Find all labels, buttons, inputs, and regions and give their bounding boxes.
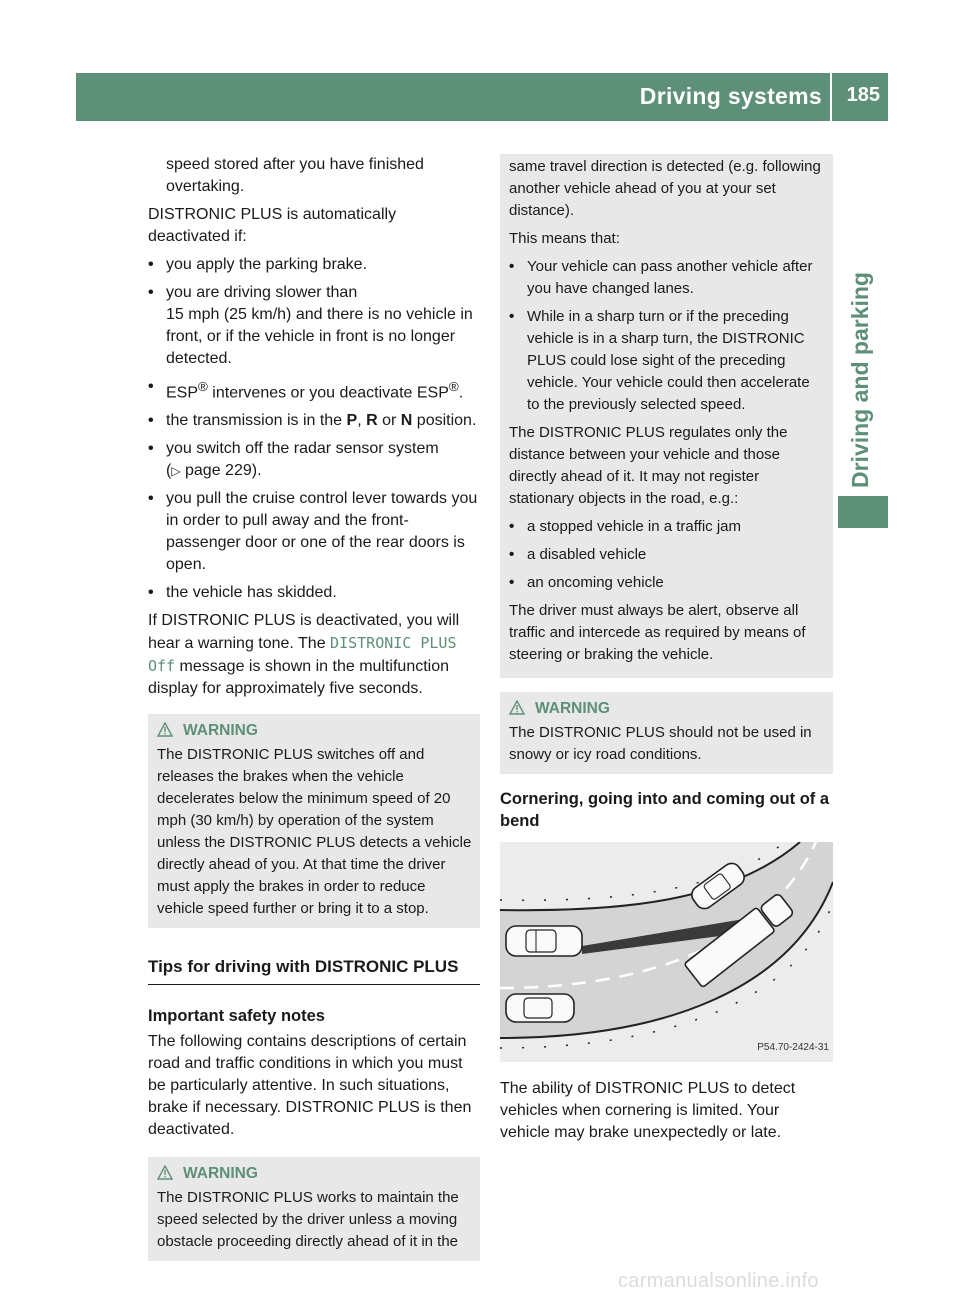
list-item-text: intervenes or you deactivate ESP — [207, 384, 449, 402]
bullet-icon: • — [148, 440, 154, 458]
page-ref-arrow-icon: ▷ — [171, 464, 181, 479]
esp-text: ESP — [166, 384, 199, 402]
page-reference[interactable]: page 229). — [180, 462, 262, 480]
bullet-icon: • — [148, 584, 154, 602]
header-divider — [830, 73, 832, 121]
paragraph-text: If DISTRONIC PLUS is deactivated, you will hear a warning tone. The — [148, 612, 460, 653]
bullet-icon: • — [148, 378, 154, 395]
list-item — [509, 572, 825, 594]
list-item-text: you are driving slower than — [166, 284, 358, 301]
intro-continuation: speed stored after you have finished overtaking. — [166, 156, 424, 195]
list-item — [509, 256, 825, 300]
warning-text: The driver must always be alert, observe all traffic and intercede as required by means of steering or braking the vehicle. — [509, 602, 806, 663]
list-item — [148, 254, 480, 276]
warning-text: The DISTRONIC PLUS regulates only the distance between your vehicle and those directly ahead of it. It may not register stationary objects in the road, e.g.: — [509, 424, 788, 507]
list-item — [148, 282, 480, 370]
section-title: Driving systems — [639, 83, 822, 109]
gear-n: N — [400, 412, 413, 430]
separator: , — [357, 412, 367, 430]
gear-r: R — [366, 412, 378, 430]
bullet-icon: • — [509, 258, 515, 275]
warning-heading — [157, 1163, 472, 1185]
cornering-illustration — [500, 842, 833, 1062]
bullet-icon: • — [148, 256, 154, 273]
warning-heading — [509, 698, 825, 720]
warning-text: The DISTRONIC PLUS switches off and releases the brakes when the vehicle decelerates below the minimum speed of 20 mph (30 km/h) by operation of the system unless the DISTRONIC PLUS detects a vehicle directly ahead of you. At that time the driver must apply the brakes in order to reduce vehicle speed further or bring it to a stop. — [157, 746, 472, 918]
separator: or — [377, 412, 401, 430]
list-item-text: While in a sharp turn or if the preceding vehicle is in a sharp turn, the DISTRONIC PLUS could lose sight of the preceding vehicle. Your vehicle could then accelerate to the previously selected speed. — [527, 308, 810, 413]
list-item — [148, 488, 480, 576]
bullet-icon: • — [148, 412, 154, 430]
sub-heading: Important safety notes — [148, 1007, 325, 1026]
display-message: DISTRONIC PLUS Off — [148, 634, 457, 676]
bullet-icon: • — [509, 546, 515, 563]
warning-text: The DISTRONIC PLUS works to maintain the speed selected by the driver unless a moving obstacle proceeding directly ahead of it in the — [157, 1189, 459, 1251]
chapter-tab-label: Driving and parking — [847, 272, 873, 488]
header-bar — [76, 73, 888, 121]
list-item-text: a stopped vehicle in a traffic jam — [527, 518, 742, 535]
warning-box — [148, 1157, 480, 1261]
figure-heading: Cornering, going into and coming out of a bend — [500, 790, 830, 830]
warning-heading — [157, 720, 472, 742]
warning-box — [148, 714, 480, 928]
list-item-text: a disabled vehicle — [527, 546, 647, 563]
bullet-icon: • — [509, 574, 515, 591]
list-item-text: . — [458, 384, 464, 402]
warning-triangle-icon — [157, 722, 173, 737]
left-column — [148, 154, 480, 1271]
warning-triangle-icon — [157, 1165, 173, 1180]
list-item-text: you apply the parking brake. — [166, 256, 368, 273]
list-item-text: you pull the cruise control lever towards you in order to pull away and the front-passenger door or one of the rear doors is open. — [166, 490, 478, 574]
bullet-icon: • — [509, 308, 515, 325]
list-item-text: the transmission is in the — [166, 412, 347, 430]
paragraph-text: message is shown in the multifunction display for approximately five seconds. — [148, 658, 450, 698]
list-item — [148, 410, 480, 432]
list-item-text: an oncoming vehicle — [527, 574, 664, 591]
warning-label: WARNING — [183, 722, 258, 740]
registered-mark: ® — [198, 379, 208, 394]
list-item-text: position. — [412, 412, 477, 430]
chapter-tab-marker — [838, 496, 888, 528]
bullet-icon: • — [509, 518, 515, 535]
warning-text: same travel direction is detected (e.g. following another vehicle ahead of you at your set distance). — [509, 158, 821, 219]
bullet-icon: • — [148, 490, 154, 508]
page-number: 185 — [846, 84, 880, 106]
list-item: • you switch off the radar sensor system (▷ page 229). — [148, 440, 439, 480]
deactivation-intro: DISTRONIC PLUS is automatically deactivated if: — [148, 206, 397, 245]
list-item — [148, 582, 480, 604]
warning-text: The DISTRONIC PLUS should not be used in snowy or icy road conditions. — [509, 724, 812, 763]
warning-label: WARNING — [535, 700, 610, 717]
warning-label: WARNING — [183, 1165, 258, 1183]
registered-mark: ® — [448, 379, 459, 394]
list-item — [148, 376, 480, 404]
list-item-text: the vehicle has skidded. — [166, 584, 337, 602]
warning-triangle-icon — [509, 700, 525, 715]
warning-continuation-box — [500, 154, 833, 678]
warning-text: This means that: — [509, 230, 620, 247]
safety-paragraph: The following contains descriptions of certain road and traffic conditions in which you must be particularly attentive. In such situations, brake if necessary. DISTRONIC PLUS is then deactivated. — [148, 1033, 472, 1139]
list-item-text: Your vehicle can pass another vehicle after you have changed lanes. — [527, 258, 813, 297]
warning-tone-paragraph — [148, 610, 480, 700]
section-heading: Tips for driving with DISTRONIC PLUS — [148, 950, 480, 985]
bullet-icon: • — [148, 284, 154, 301]
list-item — [509, 544, 825, 566]
watermark-url: carmanualsonline.info — [618, 1270, 819, 1292]
cornering-diagram — [500, 842, 833, 1062]
right-column — [500, 154, 833, 1150]
list-item-text: you switch off the radar sensor system — [166, 440, 439, 458]
figure-code: P54.70-2424-31 — [757, 1042, 829, 1053]
warning-box — [500, 692, 833, 774]
gear-p: P — [346, 412, 358, 430]
list-item — [509, 306, 825, 416]
list-item-text: 15 mph (25 km/h) and there is no vehicle in front, or if the vehicle in front is no longer detected. — [166, 306, 473, 367]
figure-caption: The ability of DISTRONIC PLUS to detect vehicles when cornering is limited. Your vehicle may brake unexpectedly or late. — [500, 1080, 796, 1141]
list-item — [509, 516, 825, 538]
